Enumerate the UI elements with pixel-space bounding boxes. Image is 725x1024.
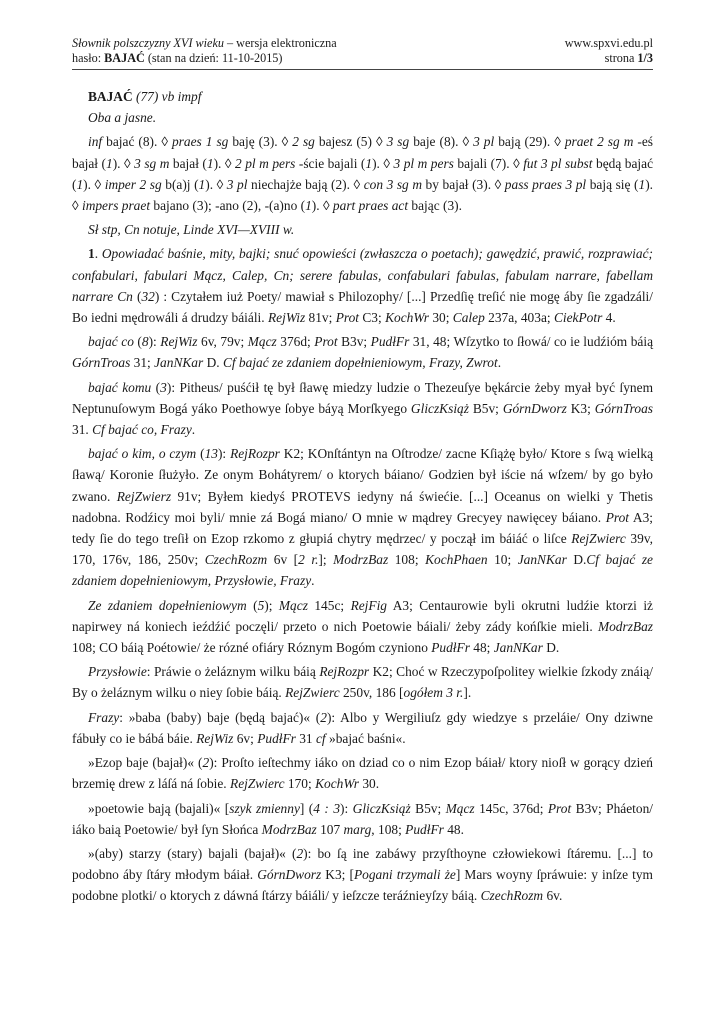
text-run: ]. <box>463 685 472 701</box>
text-run: bajać (8). ◊ <box>102 134 172 150</box>
text-run: GórnTroas <box>72 355 131 371</box>
text-run: RejRozpr <box>230 446 280 462</box>
text-run: inf <box>88 134 103 150</box>
text-run: Przysłowie <box>88 664 147 680</box>
text-run: GórnDworz <box>502 400 567 416</box>
text-run: 1 <box>365 155 373 171</box>
text-run: 145c; <box>307 597 351 613</box>
text-run: K3; [ <box>321 867 354 883</box>
sense-1-paragraph <box>72 243 653 328</box>
text-run: niechajże bają (2). ◊ <box>247 176 364 192</box>
text-run: 81v; <box>305 310 336 326</box>
text-run: ): Albo y Wergiliuſz gdy wiedzye s przeláie/ Ony dziwne fábuły co ie bábá báie. <box>72 709 653 746</box>
text-run: 48. <box>443 821 464 837</box>
text-run: Frazy <box>88 709 120 725</box>
text-run: ). ◊ <box>112 155 135 171</box>
text-run: ]; <box>318 552 334 568</box>
text-run: bajał ( <box>169 155 207 171</box>
text-run: ogółem 3 r. <box>403 685 464 701</box>
text-run: CzechRozm <box>480 888 544 904</box>
ezop-baje-paragraph <box>72 752 653 794</box>
text-run: : »baba (baby) baje (będą bajać)« ( <box>119 709 321 725</box>
text-run: by bajał (3). ◊ <box>422 176 505 192</box>
text-run: imper 2 sg <box>104 176 162 192</box>
text-run: Cf bajać ze zdaniem dopełnieniowym, Frazy, Zwrot <box>222 355 498 371</box>
text-run: RejZwierc <box>285 685 340 701</box>
text-run: CzechRozm <box>204 552 268 568</box>
text-run: 145c, 376d; <box>474 800 548 816</box>
text-run: : Práwie o żeláznym wilku báią <box>146 664 320 680</box>
text-run: 1 <box>76 176 84 192</box>
text-run: praes 1 sg <box>171 134 229 150</box>
text-run: ] ( <box>299 800 314 816</box>
text-run: A3; tedy ſie do tego treſił on Ezop rzkomo z głupiá chytry mędrzec/ y począł im báiáć o liſce <box>72 509 654 547</box>
text-run: 3 pl <box>226 176 248 192</box>
text-run: B5v; <box>468 400 503 416</box>
text-run: 32 <box>141 288 155 304</box>
text-run: RejRozpr <box>319 664 370 680</box>
text-run: bajać o kim, o czym <box>88 446 197 462</box>
text-run: ). ◊ <box>213 155 236 171</box>
text-run: RejFig <box>350 597 388 613</box>
text-run: 3 pl m pers <box>393 155 454 171</box>
text-run: Mącz <box>247 334 277 350</box>
text-run: marg <box>343 821 372 837</box>
text-run: Prot <box>605 509 630 525</box>
text-run: GliczKsiąż <box>410 400 469 416</box>
text-run: Sł stp, Cn notuje, Linde XVI—XVIII w. <box>88 222 295 238</box>
text-run: KochWr <box>385 310 429 326</box>
text-run: 91v; Byłem kiedyś PROTEVS iedyny ná świećie. [...] Oceanus on wielki y Thetis nadobna. Rodźicy moi byli/ mnie zá Bogá miano/ O mnie w mądrey Grecyey nawięcey báiano. <box>72 488 653 525</box>
text-run: ). ◊ <box>72 176 653 214</box>
text-run: 6v [ <box>267 552 299 568</box>
text-run: 2 r. <box>298 552 319 568</box>
text-run: Prot <box>314 334 338 350</box>
przyslowie-paragraph <box>72 661 653 703</box>
text-run: 1 <box>198 176 206 192</box>
text-run: , 108; <box>371 821 406 837</box>
text-run: baje (8). ◊ <box>409 134 474 150</box>
entry-headword: BAJAĆ <box>88 89 133 104</box>
text-run: ( <box>132 288 142 304</box>
entry-status-date: (stan na dzień: 11-10-2015) <box>144 51 283 65</box>
text-run: bają (29). ◊ <box>494 134 565 150</box>
text-run: 30; <box>428 310 453 326</box>
text-run: . <box>191 422 196 438</box>
text-run: 6v. <box>543 888 563 904</box>
text-run: RejWiz <box>267 310 306 326</box>
text-run: 5 <box>257 597 265 613</box>
text-run: KochWr <box>315 776 359 792</box>
sources-paragraph <box>72 219 653 240</box>
text-run: RejZwierc <box>571 531 626 547</box>
text-run: -ście bajali ( <box>295 155 366 171</box>
text-run: con 3 sg m <box>363 176 422 192</box>
text-run: JanNKar <box>493 640 543 656</box>
text-run: ): Proſto ieſtechmy iáko on dziad co o nim Ezop báiał/ ktory nioſł w gorący dzień brzemię drew z láſá ná ſobie. <box>72 755 654 792</box>
text-run: bajać co <box>88 334 134 350</box>
text-run: 4. <box>602 310 616 326</box>
entry-stem-note: Oba a jasne. <box>88 110 157 126</box>
text-run: Mącz <box>278 597 308 613</box>
text-run: K3; <box>566 400 595 416</box>
text-run: 13 <box>204 446 218 462</box>
text-run: 6v, 79v; <box>197 334 248 350</box>
text-run: 30. <box>358 776 380 792</box>
text-run: JanNKar <box>154 355 204 371</box>
text-run: bajano (3); -ano (2), -(a)no ( <box>150 198 306 214</box>
text-run: praet 2 sg m <box>564 134 634 150</box>
entry-paragraphs <box>72 131 653 906</box>
text-run: 3 pl <box>473 134 495 150</box>
text-run: GórnDworz <box>257 867 322 883</box>
text-run: ( <box>151 379 161 395</box>
text-run: 108; CO báią Poétowie/ że rózné ofiáry Róznym Bogóm czyniono <box>72 640 432 656</box>
entry-status <box>72 51 282 66</box>
text-run: 237a, 403a; <box>484 310 554 326</box>
text-run: 1 <box>305 198 312 214</box>
text-run: ). ◊ <box>205 176 227 192</box>
page-indicator <box>605 51 653 66</box>
text-run: D. <box>203 355 223 371</box>
text-run: cf <box>315 730 326 746</box>
text-run: Calep <box>452 310 485 326</box>
text-run: impers praet <box>81 198 151 214</box>
text-run: bają się ( <box>586 176 639 192</box>
entry-headline <box>72 86 653 107</box>
text-run: 2 pl m pers <box>235 155 296 171</box>
text-run: fut 3 pl subst <box>523 155 593 171</box>
entry-status-headword: BAJAĆ <box>104 51 145 65</box>
text-run: 31; <box>130 355 155 371</box>
text-run: Mącz <box>445 800 475 816</box>
text-run: RejZwierz <box>116 488 172 504</box>
text-run: confabulari, fabulari Mącz, Calep, Cn; serere fabulas, confabulari fabulas, fabulam narrare, fabellam narrare Cn <box>72 267 653 304</box>
text-run: ): <box>148 334 161 350</box>
text-run: 4 : 3 <box>313 800 341 816</box>
text-run: PudłFr <box>370 334 410 350</box>
text-run: part praes act <box>332 198 409 214</box>
text-run: B5v; <box>410 800 446 816</box>
entry-frequency: (77) <box>132 89 162 104</box>
text-run: 170; <box>284 776 316 792</box>
text-run: baję (3). ◊ <box>228 134 293 150</box>
text-run: »bajać baśni«. <box>325 730 406 746</box>
text-run: 10; <box>487 552 518 568</box>
text-run: 108; <box>388 552 426 568</box>
bajac-o-kim-paragraph <box>72 443 653 591</box>
text-run: 31 <box>295 730 316 746</box>
text-run: . <box>94 246 102 262</box>
text-run: ); <box>264 597 279 613</box>
text-run: 8 <box>141 334 149 350</box>
text-run: 39v, 170, 176v, 186, 250v; <box>72 531 653 568</box>
ze-zdaniem-paragraph <box>72 595 653 659</box>
text-run: 107 <box>316 821 344 837</box>
entry-grammar: vb impf <box>161 89 202 104</box>
text-run: b(a)j ( <box>161 176 199 192</box>
text-run: . <box>311 573 315 589</box>
text-run: bajesz (5) ◊ <box>314 134 387 150</box>
text-run: C3; <box>359 310 386 326</box>
text-run: ): <box>340 800 353 816</box>
text-run: ): bo ſą ine zabáwy przyſthoyne człowiekowi ſtáremu. [...] to podobno áby ſtáry młodym báiał. <box>72 845 653 883</box>
text-run: 3 <box>160 379 167 395</box>
text-run: K2; Choć w Rzeczypoſpolitey wielkie ſzkody znáią/ By o żeláznym wilku o niey ſobie báią. <box>72 664 653 701</box>
text-run: JanNKar <box>517 552 567 568</box>
text-run: bając (3). <box>408 198 462 214</box>
text-run: 6v; <box>233 730 258 746</box>
dictionary-title-italic: Słownik polszczyzny XVI wieku <box>72 36 224 50</box>
text-run: 1 <box>88 246 95 262</box>
text-run: D. <box>566 552 587 568</box>
text-run: RejWiz <box>160 334 198 350</box>
text-run: bajać komu <box>88 379 152 395</box>
text-run: ). ◊ <box>83 176 105 192</box>
text-run: »poetowie bają (bajali)« [ <box>88 800 230 816</box>
text-run: ModrzBaz <box>333 552 389 568</box>
text-run: RejWiz <box>196 730 234 746</box>
text-run: B3v; Pháeton/ iáko baią Poetowie/ był ſyn Słońca <box>72 800 653 837</box>
text-run: B3v; <box>337 334 371 350</box>
entry-status-prefix: hasło: <box>72 51 105 65</box>
text-run: »(aby) starzy (stary) bajali (bajał)« ( <box>88 845 297 861</box>
text-run: ): Pitheus/ puśćił tę był ſławę miedzy ludzie o Thezeuſye bękárcie żeby myał być ſynem Neptunuſowym Bogá yáko Poethowye ſobye báyą Morſkyego <box>72 379 653 416</box>
text-run: ). ◊ <box>372 155 394 171</box>
dictionary-title-suffix: – wersja elektroniczna <box>223 36 337 50</box>
frazy-paragraph <box>72 707 653 749</box>
text-run: Prot <box>335 310 360 326</box>
bajac-co-paragraph <box>72 331 653 373</box>
text-run: 31. <box>72 422 93 438</box>
text-run: CiekPotr <box>553 310 603 326</box>
header-divider <box>72 69 653 70</box>
text-run: KochPhaen <box>425 552 488 568</box>
text-run: ( <box>196 446 205 462</box>
text-run: D. <box>542 640 560 656</box>
bajac-komu-paragraph <box>72 377 653 441</box>
forms-paragraph <box>72 131 653 216</box>
text-run: 1 <box>105 155 113 171</box>
poetowie-baja-paragraph <box>72 798 653 840</box>
text-run: Pogani trzymali że <box>353 867 456 883</box>
text-run: 1 <box>206 155 214 171</box>
text-run: bajali (7). ◊ <box>453 155 524 171</box>
text-run: . <box>497 355 502 371</box>
text-run: pass praes 3 pl <box>504 176 587 192</box>
dictionary-title <box>72 36 337 51</box>
text-run: 2 <box>202 755 210 771</box>
text-run: ModrzBaz <box>597 618 653 634</box>
text-run: 1 <box>638 176 646 192</box>
text-run: 3 sg m <box>134 155 170 171</box>
text-run: ). ◊ <box>311 198 333 214</box>
text-run: RejZwierc <box>230 776 285 792</box>
text-run: GórnTroas <box>594 400 653 416</box>
text-run: 48; <box>469 640 494 656</box>
text-run: A3; Centaurowie byli okrutni ludźie ktorzi iż napirwey ná koniech ieźdźić poczęli/ przeto o nich Poetowie báiali/ żeby zády końſkie mieli. <box>72 597 653 634</box>
text-run: 2 sg <box>292 134 315 150</box>
text-run: Cf bajać ze zdaniem dopełnieniowym, Przysłowie, Frazy <box>72 552 653 589</box>
text-run: Cf bajać co, Frazy <box>92 422 192 438</box>
website-url[interactable]: www.spxvi.edu.pl <box>564 36 653 50</box>
text-run: 2 <box>320 709 327 725</box>
text-run: ] Mars woyny ſpráwuie: y inſze tym podobne plotki/ o ktorych z dáwná ſtárzy báiáli/ y ieſzcze teráźnieyſzy báią. <box>72 867 653 904</box>
text-run: szyk zmienny <box>229 800 300 816</box>
text-run: ) : Czytałem iuż Poety/ mawiał s Philozophy/ [...] Przedſię treſić nie mogę áby ſie zgadzáli/ Bo iedni mędrowáli á drudzy báiáli. <box>72 288 654 326</box>
text-run: PudłFr <box>431 640 470 656</box>
text-run: 376d; <box>276 334 315 350</box>
text-run: będą bajać ( <box>72 155 654 192</box>
text-run: 250v, 186 [ <box>339 685 404 701</box>
text-run: Ze zdaniem dopełnieniowym <box>88 597 247 613</box>
starzy-bajali-paragraph <box>72 843 653 907</box>
text-run: »Ezop baje (bajał)« ( <box>88 755 203 771</box>
page-number: 1/3 <box>637 51 653 65</box>
page-indicator-prefix: strona <box>604 51 638 65</box>
text-run: K2; KOnſtántyn na Oſtrodze/ zacne Kſiążę było/ Ktore s ſwą wielką ſławą/ Koronie ſłużyło. Ze onym Bohátyrem/ o ktorych báiano/ Godzien był iście ná wſzem/ by go było zwano. <box>72 446 654 504</box>
text-run: ): <box>217 446 231 462</box>
text-run: Prot <box>547 800 572 816</box>
text-run: PudłFr <box>257 730 296 746</box>
text-run: PudłFr <box>405 821 444 837</box>
text-run: -eś bajał ( <box>72 134 653 171</box>
text-run: 3 sg <box>386 134 410 150</box>
text-run: ModrzBaz <box>261 821 317 837</box>
text-run: ( <box>246 597 258 613</box>
text-run: 31, 48; Wſzytko to ſłowá/ co ie ludźióm báią <box>409 334 654 350</box>
text-run: Opowiadać baśnie, mity, bajki; snuć opowieści (zwłaszcza o poetach); gawędzić, prawić, rozprawiać; <box>101 246 653 262</box>
text-run: 2 <box>296 845 304 861</box>
entry-content <box>72 86 653 907</box>
text-run: ( <box>133 334 142 350</box>
text-run: GliczKsiąż <box>352 800 411 816</box>
